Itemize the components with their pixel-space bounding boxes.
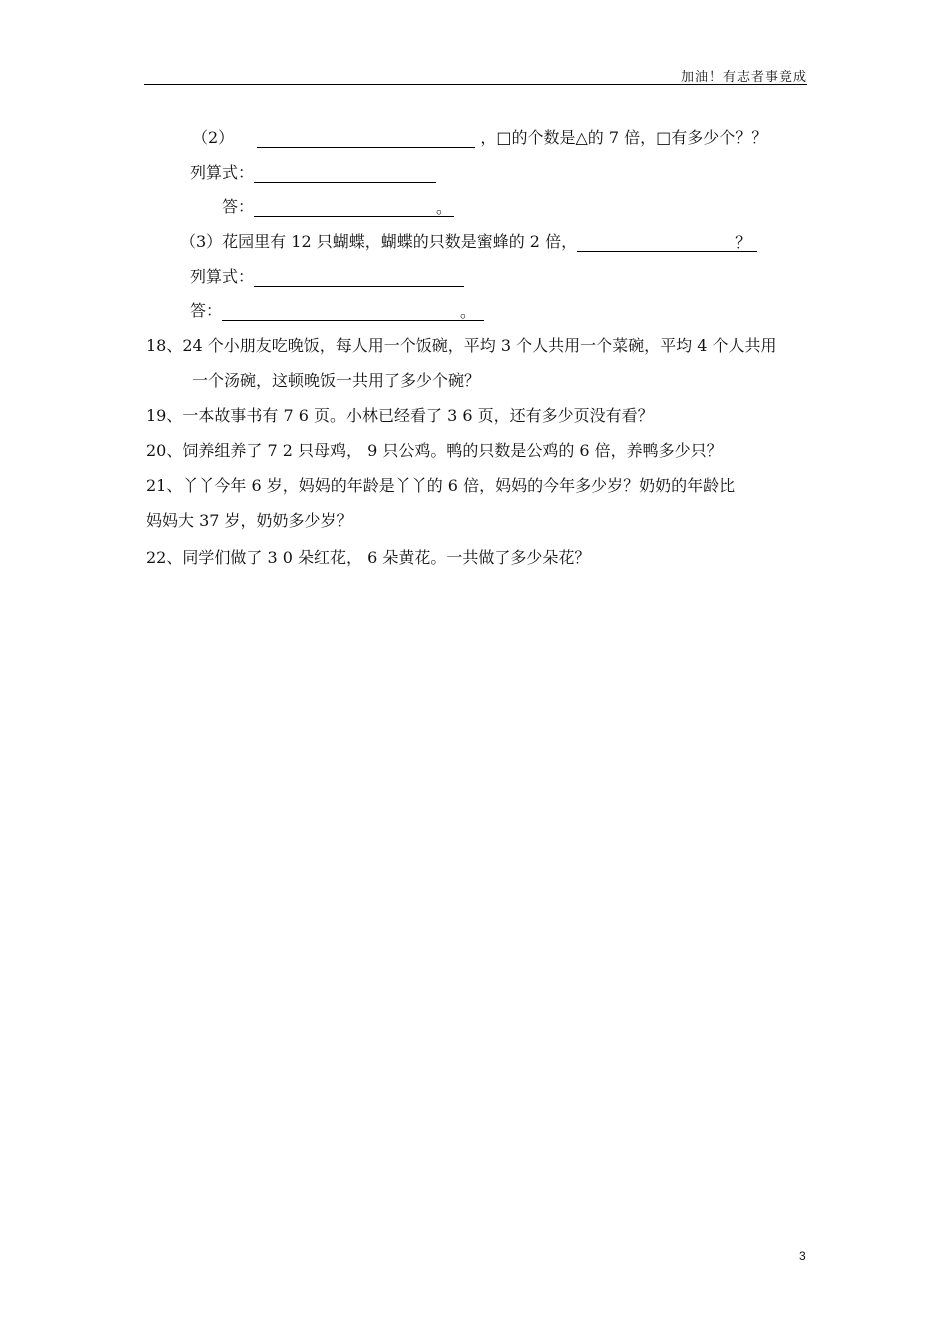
q17-2-question <box>192 128 767 148</box>
q17-3-answer-end: 。 <box>460 302 477 321</box>
q17-3-formula-blank[interactable] <box>254 269 464 287</box>
q18-line2: 一个汤碗，这顿晚饭一共用了多少个碗？ <box>192 371 481 390</box>
page-number: 3 <box>799 1249 806 1263</box>
q17-2-formula-blank[interactable] <box>254 165 436 183</box>
q17-3-answer-label: 答： <box>190 301 223 320</box>
q17-3-question-end: ？ <box>735 233 752 252</box>
q17-2-formula <box>190 163 436 183</box>
q17-3-answer <box>190 301 484 321</box>
q17-2-text: ，□的个数是△的 7 倍，□有多少个？？ <box>480 128 768 147</box>
q17-3-answer-blank[interactable] <box>222 303 484 321</box>
q17-2-answer-blank[interactable] <box>254 199 454 217</box>
q17-3-formula <box>190 267 464 287</box>
q17-2-formula-label: 列算式： <box>190 163 255 182</box>
q17-2-answer-end: 。 <box>436 198 453 217</box>
q17-2-blank[interactable] <box>257 130 475 148</box>
q18-line1: 18、24 个小朋友吃晚饭，每人用一个饭碗，平均 3 个人共用一个菜碗，平均 4 个人共用 <box>146 336 777 355</box>
q19-text: 19、一本故事书有 7 6 页。小林已经看了 3 6 页，还有多少页没有看？ <box>146 406 654 425</box>
q17-3-text: （3）花园里有 12 只蝴蝶，蝴蝶的只数是蜜蜂的 2 倍， <box>180 232 578 251</box>
q17-2-label: （2） <box>192 128 235 147</box>
header-motto: 加油！有志者事竟成 <box>680 70 807 85</box>
q20-text: 20、饲养组养了 7 2 只母鸡， 9 只公鸡。鸭的只数是公鸡的 6 倍，养鸭多少只？ <box>146 441 723 460</box>
q21-line1: 21、丫丫今年 6 岁，妈妈的年龄是丫丫的 6 倍，妈妈的今年多少岁？奶奶的年龄比 <box>146 476 736 495</box>
q17-2-answer <box>222 197 454 217</box>
q17-2-answer-label: 答： <box>222 197 255 216</box>
q17-3-formula-label: 列算式： <box>190 267 255 286</box>
q17-3-question <box>180 232 757 252</box>
page-header <box>144 66 807 85</box>
q22-text: 22、同学们做了 3 0 朵红花， 6 朵黄花。一共做了多少朵花？ <box>146 548 591 567</box>
q17-3-blank[interactable] <box>577 234 757 252</box>
q21-line2: 妈妈大 37 岁，奶奶多少岁？ <box>146 511 353 530</box>
